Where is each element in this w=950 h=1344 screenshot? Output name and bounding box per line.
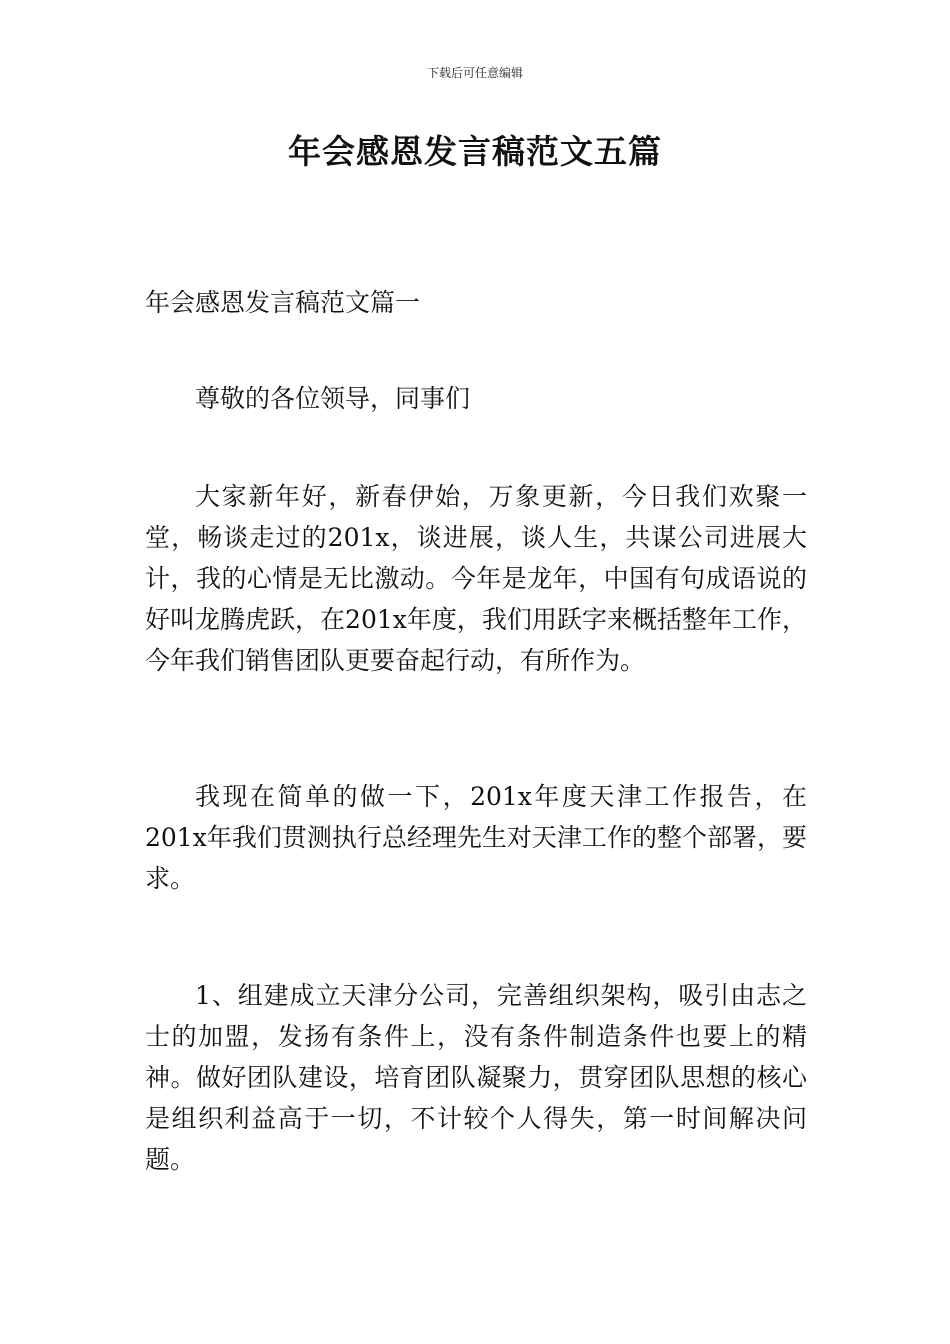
paragraph-3: 1、组建成立天津分公司，完善组织架构，吸引由志之士的加盟，发扬有条件上，没有条件制造条件也要上的精神。做好团队建设，培育团队凝聚力，贯穿团队思想的核心是组织利益高于一切，不计较个人得失，第一时间解决问题。 bbox=[145, 981, 807, 1174]
header-note: 下载后可任意编辑 bbox=[426, 66, 523, 80]
paragraph-1: 大家新年好，新春伊始，万象更新，今日我们欢聚一堂，畅谈走过的201x，谈进展，谈人生，共谋公司进展大计，我的心情是无比激动。今年是龙年，中国有句成语说的好叫龙腾虎跃，在201x年度，我们用跃字来概括整年工作，今年我们销售团队更要奋起行动，有所作为。 bbox=[145, 482, 807, 675]
document-title: 年会感恩发言稿范文五篇 bbox=[288, 132, 662, 171]
salutation: 尊敬的各位领导，同事们 bbox=[195, 384, 471, 413]
paragraph-2: 我现在简单的做一下，201x年度天津工作报告，在201x年我们贯测执行总经理先生对天津工作的整个部署，要求。 bbox=[145, 782, 807, 893]
section-heading: 年会感恩发言稿范文篇一 bbox=[145, 288, 421, 317]
